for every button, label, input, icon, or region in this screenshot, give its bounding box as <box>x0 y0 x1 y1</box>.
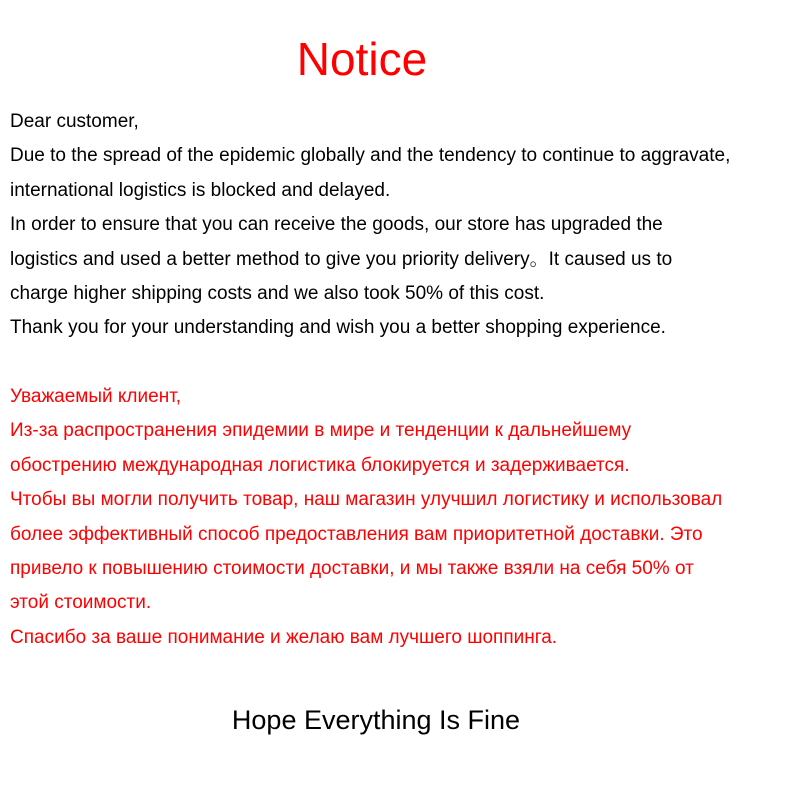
russian-line: более эффективный способ предоставления вам приоритетной доставки. Это <box>10 523 703 545</box>
english-line: Thank you for your understanding and wish you a better shopping experience. <box>10 317 666 339</box>
russian-notice <box>10 380 795 655</box>
english-line: Dear customer, <box>10 111 139 132</box>
english-line: Due to the spread of the epidemic globally and the tendency to continue to aggravate, <box>10 145 731 167</box>
russian-line: Уважаемый клиент, <box>10 386 182 407</box>
english-line: charge higher shipping costs and we also took 50% of this cost. <box>10 283 545 305</box>
russian-line: Чтобы вы могли получить товар, наш магазин улучшил логистику и использовал <box>10 489 723 511</box>
russian-line: этой стоимости. <box>10 592 152 614</box>
english-line: In order to ensure that you can receive the goods, our store has upgraded the <box>10 214 663 236</box>
notice-title: Notice <box>296 33 428 85</box>
english-line: international logistics is blocked and delayed. <box>10 179 391 201</box>
english-line: logistics and used a better method to give you priority delivery。It caused us to <box>10 248 673 270</box>
russian-line: Из-за распространения эпидемии в мире и тенденции к дальнейшему <box>10 420 632 442</box>
russian-line: привело к повышению стоимости доставки, и мы также взяли на себя 50% от <box>10 558 694 580</box>
closing-message: Hope Everything Is Fine <box>231 705 521 735</box>
english-notice <box>10 105 795 346</box>
russian-line: Спасибо за ваше понимание и желаю вам лучшего шоппинга. <box>10 626 558 648</box>
russian-line: обострению международная логистика блокируется и задерживается. <box>10 454 630 476</box>
